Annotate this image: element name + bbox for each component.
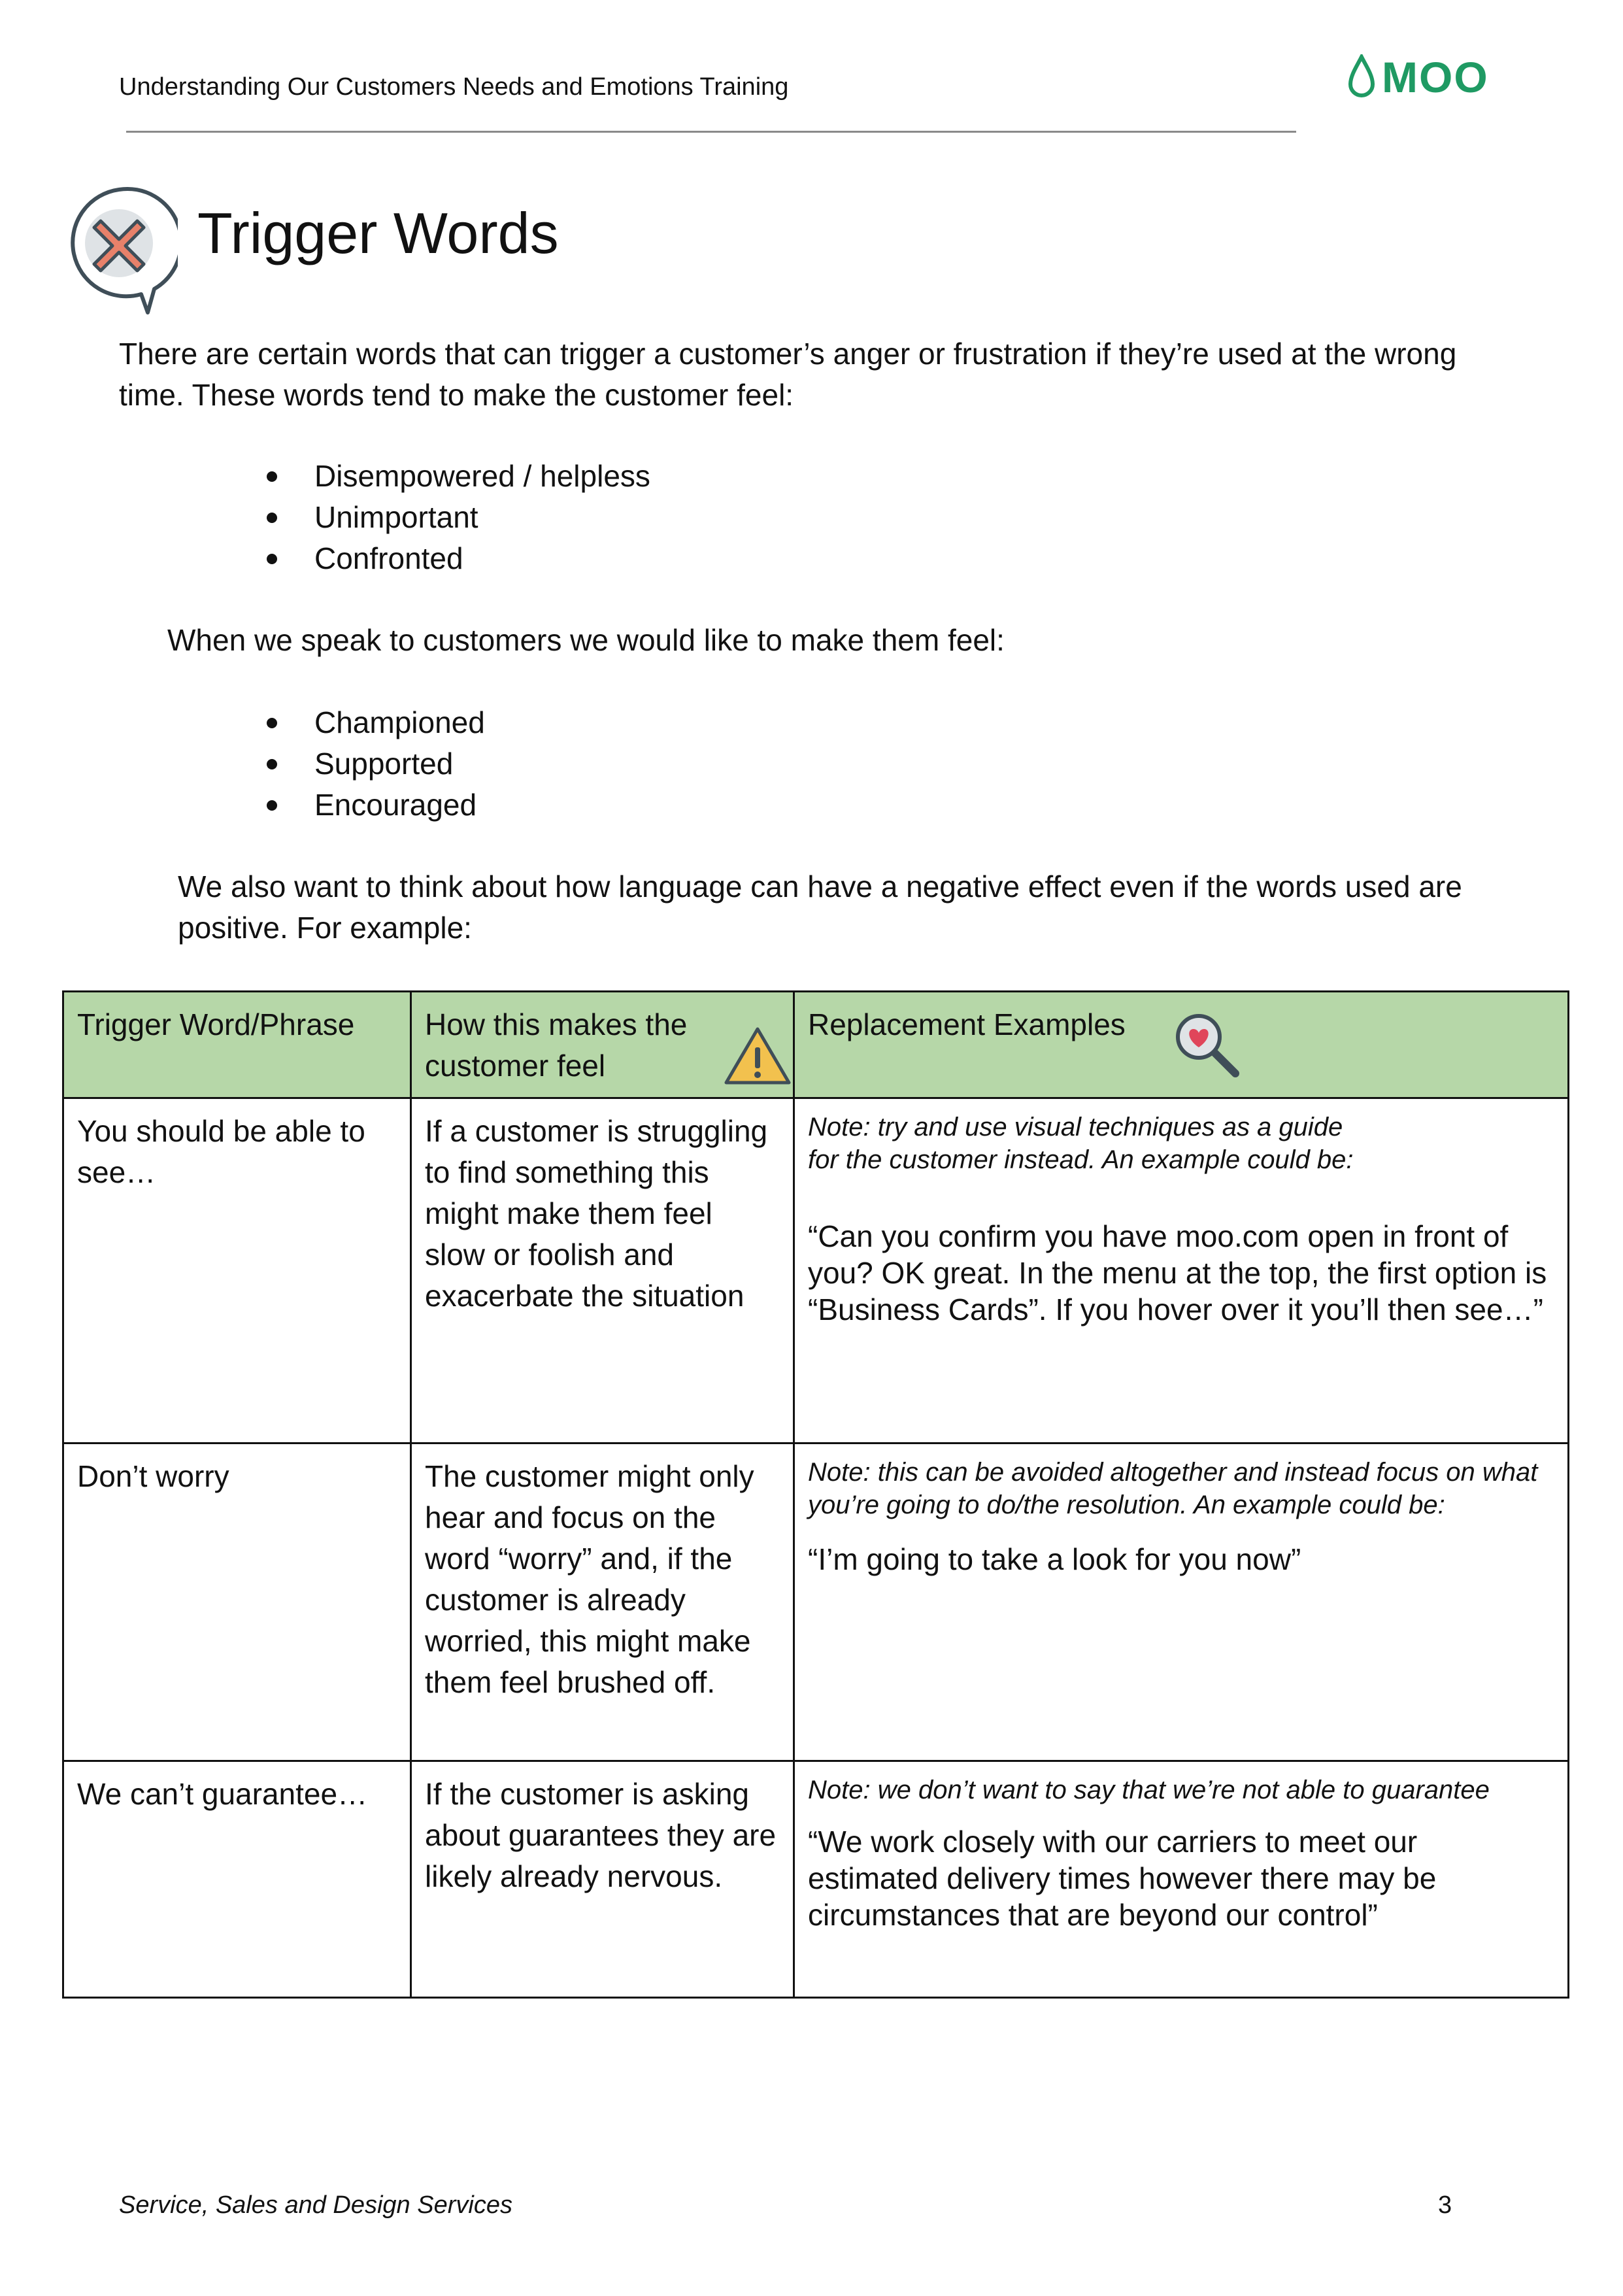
footer-department: Service, Sales and Design Services <box>119 2191 512 2219</box>
droplet-icon <box>1348 54 1375 100</box>
intro-paragraph: There are certain words that can trigger a customer’s anger or frustration if they’re used at the wrong time. These words tend to make the customer feel: <box>119 337 1457 412</box>
list-item: Encouraged <box>267 785 485 826</box>
table-row <box>63 1761 1569 1998</box>
page-number: 3 <box>1438 2191 1452 2219</box>
example-text: “We work closely with our carriers to meet our estimated delivery times however there may be circumstances that are beyond our control” <box>808 1825 1437 1932</box>
magnifier-heart-icon <box>1173 1011 1241 1079</box>
trigger-cell: You should be able to see… <box>63 1098 411 1443</box>
table-row <box>63 1098 1569 1443</box>
replacement-cell <box>794 1098 1569 1443</box>
list-item: Confronted <box>267 538 650 579</box>
page-title: Trigger Words <box>197 201 559 265</box>
list-item: Disempowered / helpless <box>267 456 650 497</box>
speech-bubble-cross-icon <box>60 184 178 315</box>
list-item: Championed <box>267 702 485 743</box>
table-header-row <box>63 992 1569 1098</box>
logo-text: MOO <box>1382 53 1489 101</box>
column-header-replacement: Replacement Examples <box>794 992 1569 1098</box>
list-item: Supported <box>267 743 485 785</box>
negative-feelings-list <box>267 456 650 579</box>
column-header-feeling: How this makes the customer feel <box>411 992 794 1098</box>
feeling-cell: The customer might only hear and focus on the word “worry” and, if the customer is already worried, this might make them feel brushed off. <box>411 1443 794 1761</box>
trigger-cell: We can’t guarantee… <box>63 1761 411 1998</box>
header-divider <box>126 131 1296 133</box>
positive-intro-paragraph: When we speak to customers we would like to make them feel: <box>167 623 1005 657</box>
note-text: Note: we don’t want to say that we’re not able to guarantee <box>808 1776 1490 1804</box>
list-item: Unimportant <box>267 497 650 538</box>
warning-icon <box>722 1025 793 1088</box>
trigger-cell: Don’t worry <box>63 1443 411 1761</box>
note-text: Note: try and use visual techniques as a guide for the customer instead. An example could be: <box>808 1113 1354 1174</box>
positive-feelings-list <box>267 702 485 826</box>
column-header-trigger: Trigger Word/Phrase <box>63 992 411 1098</box>
example-text: “Can you confirm you have moo.com open in front of you? OK great. In the menu at the top, the first option is “Business Cards”. If you hover over it you’ll then see…” <box>808 1219 1547 1326</box>
example-text: “I’m going to take a look for you now” <box>808 1542 1301 1576</box>
trigger-words-table <box>62 990 1569 1999</box>
moo-logo <box>1348 51 1489 103</box>
document-header-title: Understanding Our Customers Needs and Emotions Training <box>119 73 789 101</box>
feeling-cell: If the customer is asking about guarantees they are likely already nervous. <box>411 1761 794 1998</box>
table-row <box>63 1443 1569 1761</box>
note-text: Note: this can be avoided altogether and instead focus on what you’re going to do/the resolution. An example could be: <box>808 1458 1538 1519</box>
feeling-cell: If a customer is struggling to find something this might make them feel slow or foolish and exacerbate the situation <box>411 1098 794 1443</box>
replacement-cell <box>794 1443 1569 1761</box>
replacement-cell <box>794 1761 1569 1998</box>
language-note-paragraph: We also want to think about how language can have a negative effect even if the words used are positive. For example: <box>178 869 1462 945</box>
